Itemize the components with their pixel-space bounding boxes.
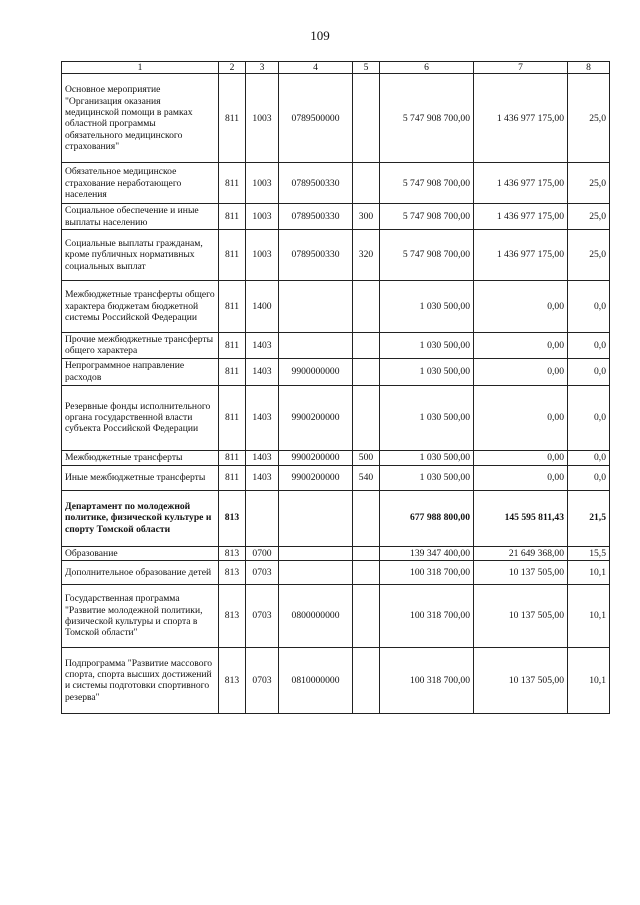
- page-number: 109: [310, 28, 330, 43]
- cell-plan-amount: 1 030 500,00: [380, 358, 474, 385]
- cell-percent: 15,5: [568, 546, 610, 560]
- cell-section-code: 1400: [246, 280, 279, 332]
- cell-actual-amount: 10 137 505,00: [474, 584, 568, 647]
- cell-admin-code: 811: [219, 465, 246, 490]
- cell-section-code: 1003: [246, 204, 279, 230]
- cell-section-code: 1003: [246, 74, 279, 163]
- table-row: [62, 450, 610, 465]
- cell-section-code: 0700: [246, 546, 279, 560]
- cell-percent: 10,1: [568, 647, 610, 713]
- cell-section-code: 0703: [246, 647, 279, 713]
- cell-name: Социальные выплаты гражданам, кроме публичных нормативных социальных выплат: [62, 229, 219, 280]
- table-row: [62, 385, 610, 450]
- cell-admin-code: 813: [219, 584, 246, 647]
- cell-section-code: 1403: [246, 358, 279, 385]
- cell-expense-type: [353, 560, 380, 584]
- cell-plan-amount: 5 747 908 700,00: [380, 163, 474, 204]
- cell-name: Иные межбюджетные трансферты: [62, 465, 219, 490]
- cell-target-code: [279, 490, 353, 546]
- table-row: [62, 163, 610, 204]
- table-row: [62, 229, 610, 280]
- cell-actual-amount: 0,00: [474, 450, 568, 465]
- cell-expense-type: 320: [353, 229, 380, 280]
- cell-name: Образование: [62, 546, 219, 560]
- cell-percent: 10,1: [568, 584, 610, 647]
- cell-actual-amount: 1 436 977 175,00: [474, 163, 568, 204]
- cell-target-code: 9900200000: [279, 450, 353, 465]
- cell-expense-type: 540: [353, 465, 380, 490]
- cell-actual-amount: 0,00: [474, 465, 568, 490]
- cell-admin-code: 811: [219, 358, 246, 385]
- cell-percent: 0,0: [568, 450, 610, 465]
- cell-target-code: [279, 546, 353, 560]
- cell-plan-amount: 5 747 908 700,00: [380, 229, 474, 280]
- column-header: 7: [474, 62, 568, 74]
- cell-percent: 25,0: [568, 204, 610, 230]
- cell-expense-type: [353, 584, 380, 647]
- column-header: 6: [380, 62, 474, 74]
- cell-plan-amount: 5 747 908 700,00: [380, 204, 474, 230]
- cell-actual-amount: 10 137 505,00: [474, 647, 568, 713]
- cell-expense-type: [353, 647, 380, 713]
- table-row: [62, 465, 610, 490]
- cell-plan-amount: 1 030 500,00: [380, 332, 474, 358]
- cell-plan-amount: 100 318 700,00: [380, 647, 474, 713]
- cell-expense-type: [353, 490, 380, 546]
- cell-admin-code: 813: [219, 560, 246, 584]
- cell-expense-type: 500: [353, 450, 380, 465]
- cell-percent: 0,0: [568, 280, 610, 332]
- cell-section-code: 0703: [246, 584, 279, 647]
- cell-name: Межбюджетные трансферты: [62, 450, 219, 465]
- cell-target-code: 0789500330: [279, 229, 353, 280]
- cell-actual-amount: 0,00: [474, 358, 568, 385]
- budget-table: [61, 61, 610, 714]
- cell-section-code: 1403: [246, 332, 279, 358]
- table-row: [62, 560, 610, 584]
- cell-actual-amount: 10 137 505,00: [474, 560, 568, 584]
- table-row: [62, 647, 610, 713]
- cell-name: Социальное обеспечение и иные выплаты населению: [62, 204, 219, 230]
- cell-name: Дополнительное образование детей: [62, 560, 219, 584]
- column-header: 4: [279, 62, 353, 74]
- cell-name: Подпрограмма "Развитие массового спорта, спорта высших достижений и системы подготовки спортивного резерва": [62, 647, 219, 713]
- cell-target-code: [279, 560, 353, 584]
- cell-actual-amount: 1 436 977 175,00: [474, 229, 568, 280]
- cell-admin-code: 811: [219, 332, 246, 358]
- cell-name: Непрограммное направление расходов: [62, 358, 219, 385]
- table-row: [62, 280, 610, 332]
- cell-admin-code: 811: [219, 163, 246, 204]
- cell-expense-type: 300: [353, 204, 380, 230]
- cell-plan-amount: 1 030 500,00: [380, 280, 474, 332]
- cell-admin-code: 811: [219, 204, 246, 230]
- cell-admin-code: 813: [219, 647, 246, 713]
- cell-admin-code: 813: [219, 490, 246, 546]
- cell-actual-amount: 0,00: [474, 332, 568, 358]
- cell-plan-amount: 100 318 700,00: [380, 560, 474, 584]
- cell-actual-amount: 145 595 811,43: [474, 490, 568, 546]
- cell-admin-code: 813: [219, 546, 246, 560]
- cell-name: Государственная программа "Развитие молодежной политики, физической культуры и спорта в Томской области": [62, 584, 219, 647]
- table-body: [62, 74, 610, 714]
- cell-name: Департамент по молодежной политике, физической культуре и спорту Томской области: [62, 490, 219, 546]
- cell-percent: 0,0: [568, 385, 610, 450]
- column-header: 3: [246, 62, 279, 74]
- cell-target-code: 0789500000: [279, 74, 353, 163]
- cell-section-code: 0703: [246, 560, 279, 584]
- cell-section-code: 1403: [246, 385, 279, 450]
- table-row: [62, 332, 610, 358]
- cell-section-code: [246, 490, 279, 546]
- cell-expense-type: [353, 546, 380, 560]
- cell-name: Резервные фонды исполнительного органа государственной власти субъекта Российской Федерации: [62, 385, 219, 450]
- cell-target-code: 0800000000: [279, 584, 353, 647]
- cell-percent: 10,1: [568, 560, 610, 584]
- cell-expense-type: [353, 163, 380, 204]
- cell-percent: 25,0: [568, 229, 610, 280]
- cell-target-code: [279, 280, 353, 332]
- cell-plan-amount: 1 030 500,00: [380, 385, 474, 450]
- cell-name: Обязательное медицинское страхование неработающего населения: [62, 163, 219, 204]
- cell-percent: 25,0: [568, 74, 610, 163]
- cell-section-code: 1403: [246, 465, 279, 490]
- cell-plan-amount: 1 030 500,00: [380, 465, 474, 490]
- cell-expense-type: [353, 358, 380, 385]
- cell-target-code: 9900200000: [279, 385, 353, 450]
- column-header: 8: [568, 62, 610, 74]
- cell-percent: 0,0: [568, 332, 610, 358]
- cell-admin-code: 811: [219, 450, 246, 465]
- cell-target-code: 0810000000: [279, 647, 353, 713]
- cell-target-code: 9900000000: [279, 358, 353, 385]
- cell-name: Межбюджетные трансферты общего характера бюджетам бюджетной системы Российской Федерации: [62, 280, 219, 332]
- cell-actual-amount: 0,00: [474, 280, 568, 332]
- column-header: 5: [353, 62, 380, 74]
- table-row: [62, 74, 610, 163]
- cell-section-code: 1403: [246, 450, 279, 465]
- cell-name: Основное мероприятие "Организация оказания медицинской помощи в рамках областной программы обязательного медицинского страхования": [62, 74, 219, 163]
- cell-admin-code: 811: [219, 280, 246, 332]
- cell-percent: 25,0: [568, 163, 610, 204]
- cell-target-code: [279, 332, 353, 358]
- cell-expense-type: [353, 385, 380, 450]
- table-row: [62, 204, 610, 230]
- cell-target-code: 0789500330: [279, 163, 353, 204]
- cell-expense-type: [353, 74, 380, 163]
- cell-target-code: 0789500330: [279, 204, 353, 230]
- table-row: [62, 358, 610, 385]
- header-row: [62, 62, 610, 74]
- cell-plan-amount: 1 030 500,00: [380, 450, 474, 465]
- cell-name: Прочие межбюджетные трансферты общего характера: [62, 332, 219, 358]
- table-row: [62, 490, 610, 546]
- table-row: [62, 546, 610, 560]
- cell-plan-amount: 139 347 400,00: [380, 546, 474, 560]
- cell-admin-code: 811: [219, 74, 246, 163]
- cell-plan-amount: 5 747 908 700,00: [380, 74, 474, 163]
- cell-section-code: 1003: [246, 229, 279, 280]
- cell-plan-amount: 100 318 700,00: [380, 584, 474, 647]
- cell-percent: 21,5: [568, 490, 610, 546]
- cell-plan-amount: 677 988 800,00: [380, 490, 474, 546]
- cell-percent: 0,0: [568, 465, 610, 490]
- cell-percent: 0,0: [568, 358, 610, 385]
- column-header: 2: [219, 62, 246, 74]
- cell-actual-amount: 1 436 977 175,00: [474, 204, 568, 230]
- cell-admin-code: 811: [219, 229, 246, 280]
- column-header: 1: [62, 62, 219, 74]
- cell-target-code: 9900200000: [279, 465, 353, 490]
- cell-actual-amount: 0,00: [474, 385, 568, 450]
- cell-section-code: 1003: [246, 163, 279, 204]
- cell-expense-type: [353, 280, 380, 332]
- cell-actual-amount: 1 436 977 175,00: [474, 74, 568, 163]
- cell-actual-amount: 21 649 368,00: [474, 546, 568, 560]
- cell-expense-type: [353, 332, 380, 358]
- table-row: [62, 584, 610, 647]
- cell-admin-code: 811: [219, 385, 246, 450]
